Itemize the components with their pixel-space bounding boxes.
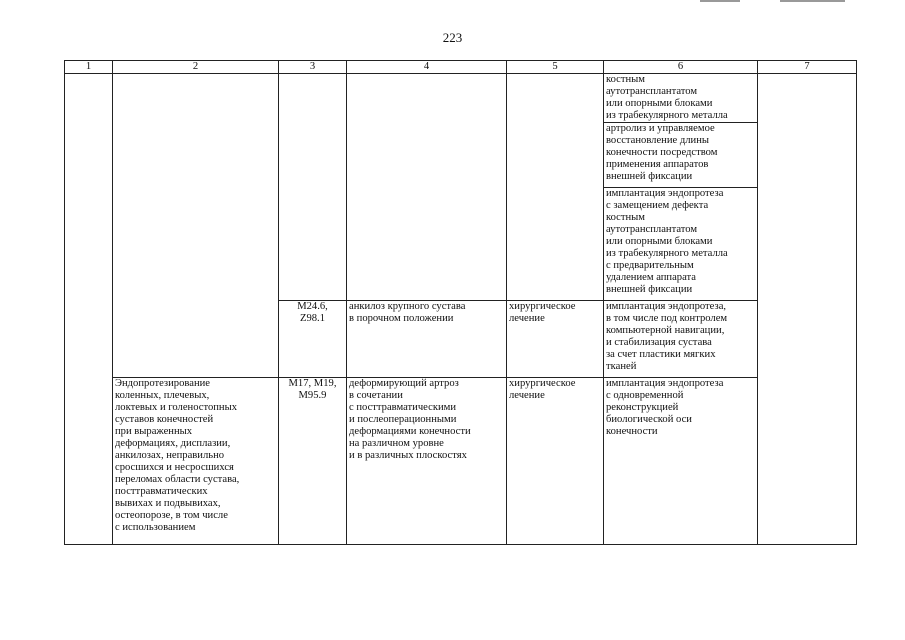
col6-cell: артролиз и управляемое восстановление длины конечности посредством применения аппаратов внешней фиксации [604, 123, 758, 188]
header-col-3: 3 [279, 61, 347, 74]
col6-cell: имплантация эндопротеза с замещением дефекта костным аутотрансплантатом или опорными блоками из трабекулярного металла с предварительным удалением аппарата внешней фиксации [604, 188, 758, 301]
header-row [65, 61, 857, 74]
page-number: 223 [442, 30, 463, 45]
header-col-1: 1 [65, 61, 113, 74]
header-col-6: 6 [604, 61, 758, 74]
col1-cell [65, 74, 113, 545]
col3-cell [279, 74, 347, 301]
col2-cell [113, 74, 279, 378]
treatment-method-cell: имплантация эндопротеза с одновременной реконструкцией биологической оси конечности [604, 378, 758, 545]
col7-cell [758, 74, 857, 545]
table-row [65, 74, 857, 123]
treatment-type-cell: хирургическое лечение [507, 301, 604, 378]
header-col-4: 4 [347, 61, 507, 74]
col5-cell [507, 74, 604, 301]
header-col-5: 5 [507, 61, 604, 74]
treatment-method-cell: имплантация эндопротеза, в том числе под контролем компьютерной навигации, и стабилизация сустава за счет пластики мягких тканей [604, 301, 758, 378]
medical-care-table [64, 60, 857, 545]
table-row [65, 378, 857, 545]
care-profile-cell: Эндопротезирование коленных, плечевых, локтевых и голеностопных суставов конечностей при выраженных деформациях, дисплазии, анкилозах, неправильно сросшихся и несросшихся переломах области сустава, посттравматических вывихах и подвывихах, остеопорозе, в том числе с использованием [113, 378, 279, 545]
col4-cell [347, 74, 507, 301]
scan-mark-right [780, 0, 845, 2]
col6-cell: костным аутотрансплантатом или опорными блоками из трабекулярного металла [604, 74, 758, 123]
diagnosis-cell: анкилоз крупного сустава в порочном положении [347, 301, 507, 378]
header-col-2: 2 [113, 61, 279, 74]
header-col-7: 7 [758, 61, 857, 74]
treatment-type-cell: хирургическое лечение [507, 378, 604, 545]
icd-code-cell: M24.6, Z98.1 [279, 301, 347, 378]
diagnosis-cell: деформирующий артроз в сочетании с посттравматическими и послеоперационными деформациями конечности на различном уровне и в различных плоскостях [347, 378, 507, 545]
icd-code-cell: M17, M19, M95.9 [279, 378, 347, 545]
scan-mark-left [700, 0, 740, 2]
